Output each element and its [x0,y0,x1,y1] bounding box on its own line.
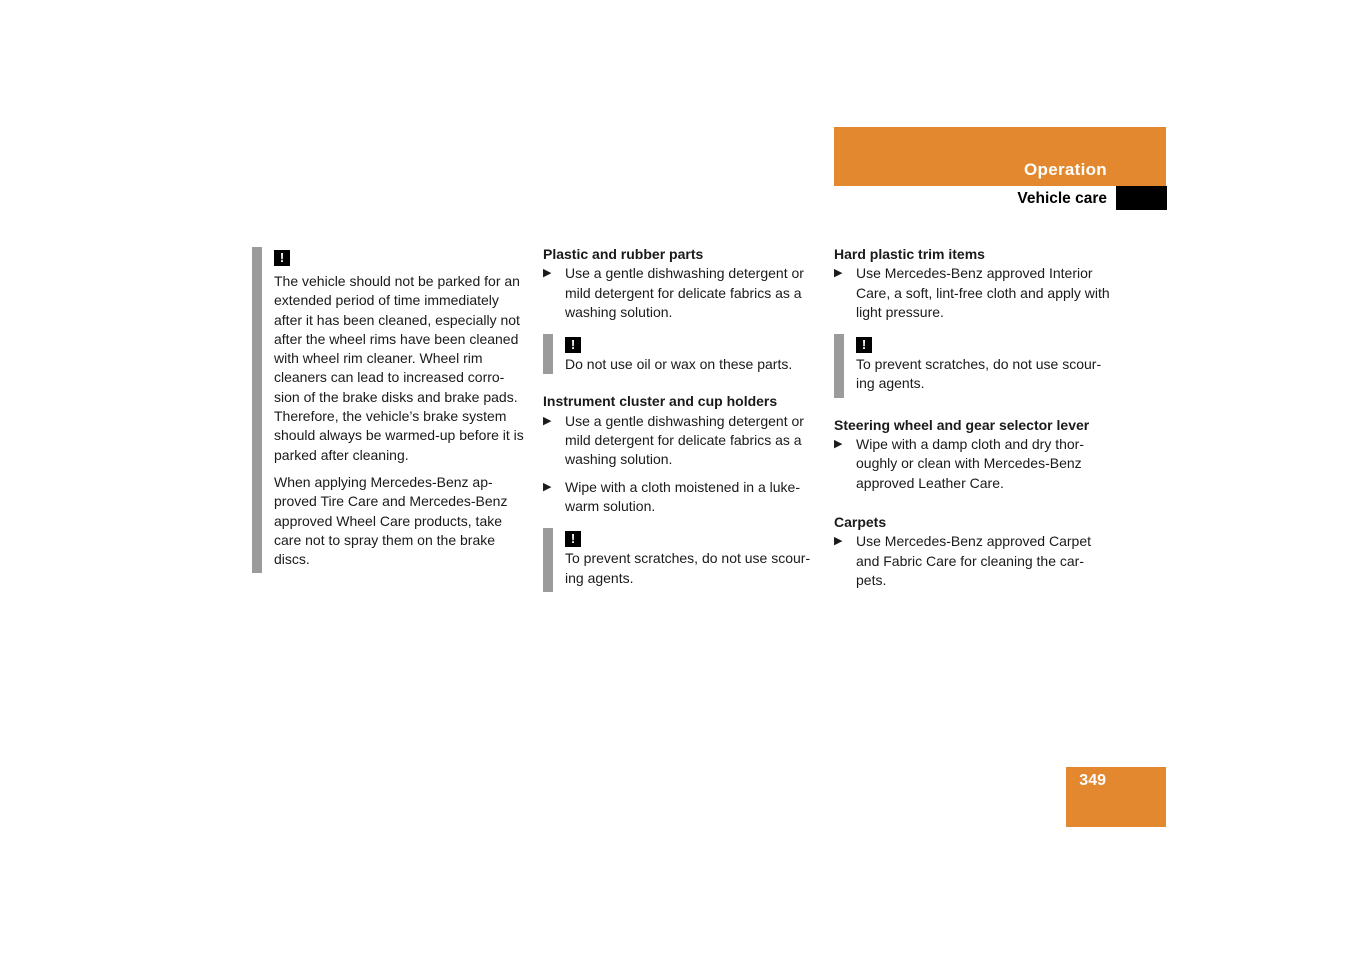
bullet-item [543,478,821,517]
warning-icon: ! [565,531,581,547]
bullet-arrow-icon: ▶ [834,267,843,280]
bullet-text: Use a gentle dishwashing detergent or mild detergent for delicate fabrics as a washing solution. [565,412,804,468]
section-heading: Plastic and rubber parts [543,246,704,262]
bullet-item [834,532,1112,590]
bullet-item [834,435,1112,493]
bullet-arrow-icon: ▶ [834,438,843,451]
warning-icon: ! [274,250,290,266]
page-number: 349 [1079,772,1106,789]
bullet-arrow-icon: ▶ [543,414,552,427]
middle-column [543,245,821,592]
bullet-text: Wipe with a cloth moistened in a luke-warm solution. [565,478,800,514]
warning-text: Do not use oil or wax on these parts. [565,356,793,373]
section-heading: Steering wheel and gear selector lever [834,416,1090,433]
warning-text: To prevent scratches, do not use scour-ing agents. [856,356,1102,392]
warning-bar [252,247,262,573]
warning-text: To prevent scratches, do not use scour-ing agents. [565,550,811,586]
section-heading: Instrument cluster and cup holders [543,393,778,410]
warning-block [543,334,821,374]
right-column [834,245,1112,598]
warning-icon: ! [565,337,581,353]
bullet-text: Use a gentle dishwashing detergent or mild detergent for delicate fabrics as a washing solution. [565,265,804,320]
bullet-item [543,412,821,470]
bullet-text: Use Mercedes-Benz approved Carpet and Fabric Care for cleaning the car-pets. [856,533,1092,588]
warning-block [834,334,1112,398]
section-heading: Carpets [834,513,887,530]
bullet-item [543,264,821,322]
warning-bar [834,334,844,398]
bullet-item [834,264,1112,322]
section-title: Operation [1024,160,1107,179]
subsection-tab-marker [1116,186,1167,210]
section-heading: Hard plastic trim items [834,246,985,262]
left-column [252,247,530,573]
page-number-box [1066,767,1166,827]
subsection-title: Vehicle care [1017,190,1107,207]
warning-bar [543,334,553,374]
bullet-arrow-icon: ▶ [543,267,552,280]
bullet-arrow-icon: ▶ [543,480,552,493]
bullet-arrow-icon: ▶ [834,535,843,548]
bullet-text: Use Mercedes-Benz approved Interior Care, a soft, lint-free cloth and apply with light pressure. [856,265,1110,320]
warning-icon: ! [856,337,872,353]
warning-block [252,247,530,573]
warning-text: When applying Mercedes-Benz ap-proved Tire Care and Mercedes-Benz approved Wheel Care products, take care not to spray them on the brake discs. [274,473,508,568]
warning-text: The vehicle should not be parked for an extended period of time immediately after it has been cleaned, especially not after the wheel rims have been cleaned with wheel rim cleaner. Wheel rim cleaners can lead to increased corro-sion of the brake disks and brake pads. Therefore, the vehicle’s brake system should always be warmed-up before it is parked after cleaning. [274,273,524,463]
warning-bar [543,528,553,592]
warning-block [543,528,821,592]
bullet-text: Wipe with a damp cloth and dry thor-oughly or clean with Mercedes-Benz approved Leather Care. [856,436,1084,491]
section-header-box [834,127,1166,186]
